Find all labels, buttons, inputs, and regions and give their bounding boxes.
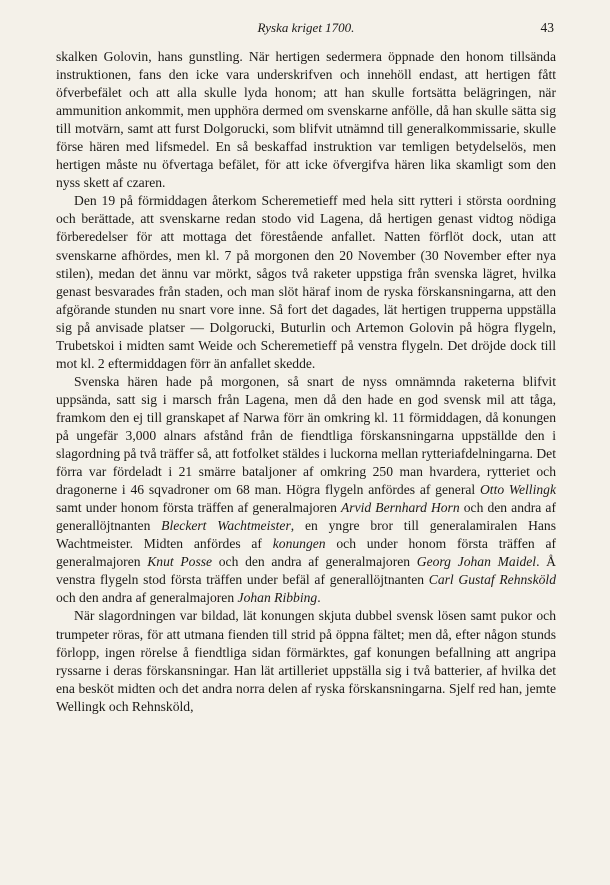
text-run: Den 19 på förmiddagen återkom Scheremetieff med hela sitt rytteri i största oordning och berättade, att svenskarne redan stodo vid Lagena, då hertigen genast vidtog nödiga förberedelser för att mottaga det förestående anfallet. Natten förflöt dock, utan att svenskarne afhördes, men kl. 7 på morgonen den 20 November (30 November efter nya stilen), medan det ännu var mörkt, sågos två raketer uppstiga från svenska lägret, hvilka genast besvarades från staden, och man slöt häraf inom de ryska förskansningarna, att den afgörande stunden nu snart vore inne. Så fort det dagades, lät hertigen trupperna uppställa sig på anvisade platser — Dolgorucki, Buturlin och Artemon Golovin på högra flygeln, Trubetskoi i midten samt Weide och Scheremetieff på venstra flygeln. Det dröjde dock till mot kl. 2 eftermiddagen förr än anfallet skedde. bbox=[56, 193, 556, 371]
italic-name: Johan Ribbing bbox=[237, 590, 318, 606]
book-page bbox=[56, 18, 556, 868]
text-run: samt under honom första träffen af generalmajoren bbox=[56, 500, 341, 516]
text-run: När slagordningen var bildad, lät konungen skjuta dubbel svensk lösen samt pukor och trumpeter röras, för att utmana fienden till strid på öppna fältet; men då, efter någon stunds förlopp, ingen rörelse å fiendtliga sidan förmärktes, gaf konungen befallning att angripa ryssarne i deras förskansningar. Han lät artilleriet uppställa sig i två batterier, af hvilka det ena besköt midten och det andra norra delen af ryska förskansningarna. Sjelf red han, jemte Wellingk och Rehnsköld, bbox=[56, 608, 556, 714]
text-run: Svenska hären hade på morgonen, så snart de nyss omnämnda raketerna blifvit uppsända, satt sig i marsch från Lagena, men då den hade en god svensk mil att tåga, framkom den ej till granskapet af Narwa förr än omkring kl. 11 förmiddagen, då konungen på ungefär 3,000 alnars afstånd från de fiendtliga förskansningarna uppställde den i slagordning på två träffer så, att fotfolket stäldes i luckorna mellan rytteriafdelningarna. Det förra var fördeladt i 21 smärre bataljoner af omkring 250 man hvardera, rytteriet och dragonerne i 46 sqvadroner om 68 man. Högra flygeln anfördes af general bbox=[56, 373, 556, 498]
page-number: 43 bbox=[540, 20, 554, 35]
page-header bbox=[56, 18, 556, 40]
text-run: . Å venstra flygeln stod första träffen under befäl af generallöjtnanten bbox=[56, 554, 556, 588]
text-run: . bbox=[317, 590, 321, 606]
text-run: och den andra af generalmajoren bbox=[56, 590, 238, 606]
running-title: Ryska kriget 1700. bbox=[257, 20, 355, 35]
italic-name: Knut Posse bbox=[147, 554, 213, 570]
italic-name: Otto Wellingk bbox=[479, 482, 556, 498]
text-run: och under honom första träffen af generalmajoren bbox=[56, 536, 557, 570]
italic-name: Georg Johan Maidel bbox=[416, 554, 537, 570]
paragraph bbox=[56, 48, 556, 192]
text-run: skalken Golovin, hans gunstling. När hertigen sedermera öppnade den honom tillsända instruktionen, fans den icke vara underskrifven och innehöll endast, att hertigen fått öfverbefälet och att alla skulle lyda honom; att han skulle fortsätta belägringen, när ammunition ankommit, men upphöra dermed om svenskarne anfölle, då han skulle sätta sig till motvärn, samt att furst Dolgorucki, som blifvit utnämnd till generalkommissarie, skulle förse hären med lifsmedel. En så beskaffad instruktion var temligen betydelselös, men hertigen måste nu öfvertaga befälet, för att icke öfvergifva hären lika skamligt som den nyss skett af czaren. bbox=[56, 49, 556, 191]
paragraph bbox=[56, 607, 556, 715]
paragraph bbox=[56, 373, 556, 608]
text-run: och den andra af generalmajoren bbox=[212, 554, 417, 570]
italic-name: Carl Gustaf Rehnsköld bbox=[428, 572, 556, 588]
italic-name: Arvid Bernhard Horn bbox=[340, 500, 460, 516]
body-text bbox=[56, 48, 556, 716]
italic-name: Bleckert Wachtmeister bbox=[161, 518, 291, 534]
text-run: , en yngre bror till generalamiralen Hans Wachtmeister. Midten anfördes af bbox=[56, 518, 557, 552]
paragraph bbox=[56, 192, 556, 372]
text-run: och den andra af generallöjtnanten bbox=[56, 500, 556, 534]
italic-name: konungen bbox=[272, 536, 326, 552]
